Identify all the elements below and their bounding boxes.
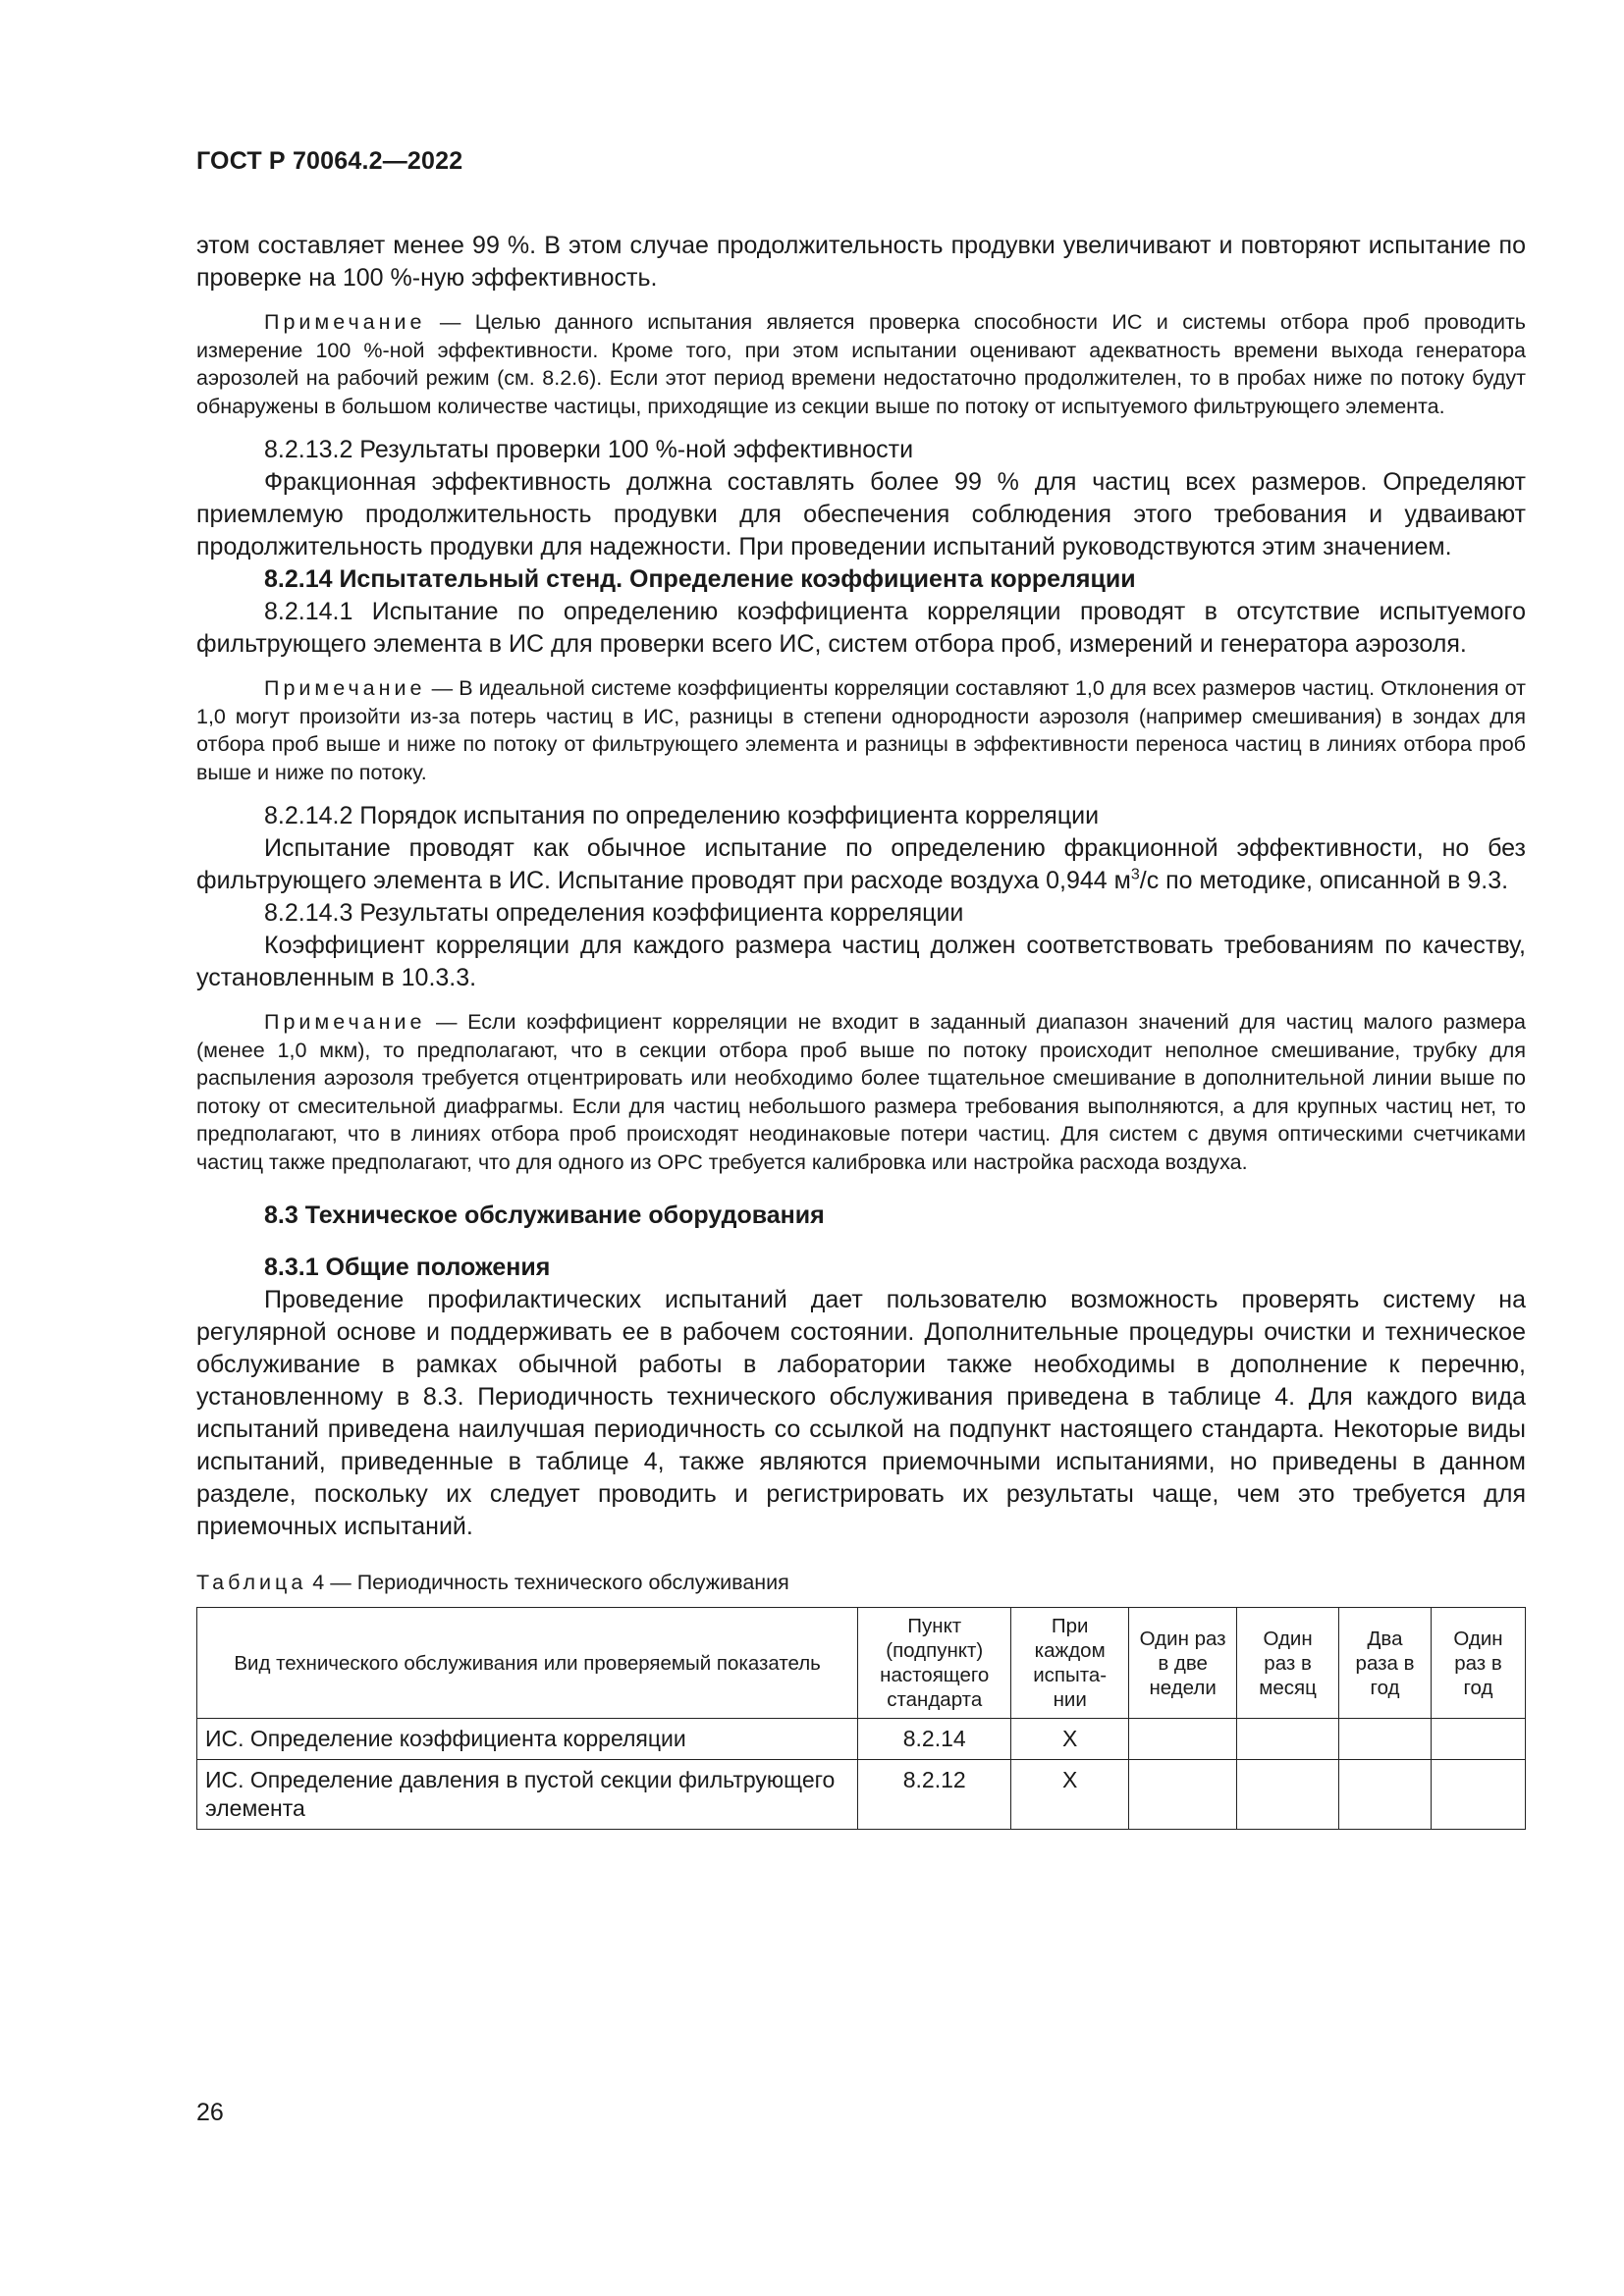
maintenance-table [196, 1607, 1526, 1830]
table-cell: 8.2.12 [858, 1760, 1011, 1830]
page-number: 26 [196, 2099, 224, 2126]
table-row [197, 1760, 1526, 1830]
table-row [197, 1719, 1526, 1760]
table-cell [1129, 1760, 1237, 1830]
section-8-2-13-2-text: Фракционная эффективность должна составлять более 99 % для частиц всех размеров. Определяют приемлемую продолжительность продувки для обеспечения соблюдения этого требования и удваивают продолжительность продувки для надежности. При проведении испытаний руководствуются этим значением. [196, 468, 1526, 561]
section-8-3-1-text: Проведение профилактических испытаний дает пользователю возможность проверять систему на регулярной основе и поддерживать ее в рабочем состоянии. Дополнительные процедуры очистки и техническое обслуживание в рамках обычной работы в лаборатории также необходимы в дополнение к перечню, установленному в 8.3. Периодичность технического обслуживания приведена в таблице 4. Для каждого вида испытаний приведена наилучшая периодичность со ссылкой на подпункт настоящего стандарта. Некоторые виды испытаний, приведенные в таблице 4, также являются приемочными испытаниями, но приведены в данном разделе, поскольку их следует проводить и регистрировать их результаты чаще, чем это требуется для приемочных испытаний. [196, 1286, 1526, 1540]
section-8-2-14-2-text [196, 832, 1526, 897]
section-8-2-14-2-title: 8.2.14.2 Порядок испытания по определению коэффициента корреляции [264, 802, 1100, 829]
table-cell [1237, 1760, 1339, 1830]
header-cell: Один раз в год [1432, 1608, 1526, 1719]
table-caption [196, 1571, 1526, 1595]
table-cell: 8.2.14 [858, 1719, 1011, 1760]
note-label: Примечание [264, 1010, 426, 1034]
header-cell: Один раз в две недели [1129, 1608, 1237, 1719]
table-cell [1432, 1719, 1526, 1760]
section-8-2-14-3-title: 8.2.14.3 Результаты определения коэффициента корреляции [264, 899, 964, 927]
note-label: Примечание [264, 310, 426, 334]
text-part: /с по методике, описанной в 9.3. [1139, 867, 1509, 894]
table-cell: X [1011, 1719, 1129, 1760]
note-1 [196, 308, 1526, 420]
note-3 [196, 1008, 1526, 1176]
header-cell: При каждом испыта-нии [1011, 1608, 1129, 1719]
header-cell: Один раз в месяц [1237, 1608, 1339, 1719]
header-cell: Два раза в год [1339, 1608, 1432, 1719]
table-cell: ИС. Определение коэффициента корреляции [197, 1719, 858, 1760]
section-8-3-1-title: 8.3.1 Общие положения [264, 1254, 551, 1281]
section-8-3-title: 8.3 Техническое обслуживание оборудования [264, 1201, 825, 1229]
table-cell [1339, 1719, 1432, 1760]
note-text: — В идеальной системе коэффициенты корреляции составляют 1,0 для всех размеров частиц. Отклонения от 1,0 могут произойти из-за потерь частиц в ИС, разницы в степени однородности аэрозоля (например смешивания) в зондах для отбора проб выше и ниже по потоку от фильтрующего элемента и разницы в эффективности переноса частиц в линиях отбора проб выше и ниже по потоку. [196, 676, 1526, 784]
section-8-2-14-title: 8.2.14 Испытательный стенд. Определение коэффициента корреляции [264, 565, 1136, 593]
paragraph-continuation: этом составляет менее 99 %. В этом случае продолжительность продувки увеличивают и повторяют испытание по проверке на 100 %-ную эффективность. [196, 232, 1526, 292]
section-8-2-14-3-text: Коэффициент корреляции для каждого размера частиц должен соответствовать требованиям по качеству, установленным в 10.3.3. [196, 932, 1526, 991]
table-cell [1129, 1719, 1237, 1760]
table-cell [1432, 1760, 1526, 1830]
header-cell: Пункт (подпункт) настоящего стандарта [858, 1608, 1011, 1719]
table-cell: ИС. Определение давления в пустой секции фильтрующего элемента [197, 1760, 858, 1830]
table-cell [1237, 1719, 1339, 1760]
text-part: Испытание проводят как обычное испытание по определению фракционной эффективности, но без фильтрующего элемента в ИС. Испытание проводят при расходе воздуха 0,944 м [196, 834, 1526, 894]
table-cell [1339, 1760, 1432, 1830]
note-label: Примечание [264, 676, 426, 700]
document-header: ГОСТ Р 70064.2—2022 [196, 147, 463, 175]
section-8-2-13-2-title: 8.2.13.2 Результаты проверки 100 %-ной эффективности [264, 436, 914, 463]
table-header-row [197, 1608, 1526, 1719]
section-8-2-14-1-text: 8.2.14.1 Испытание по определению коэффициента корреляции проводят в отсутствие испытуемого фильтрующего элемента в ИС для проверки всего ИС, систем отбора проб, измерений и генератора аэрозоля. [196, 598, 1526, 658]
table-cell: X [1011, 1760, 1129, 1830]
note-2 [196, 674, 1526, 786]
note-text: — Целью данного испытания является проверка способности ИС и системы отбора проб проводить измерение 100 %-ной эффективности. Кроме того, при этом испытании оценивают адекватность времени выхода генератора аэрозолей на рабочий режим (см. 8.2.6). Если этот период времени недостаточно продолжителен, то в пробах ниже по потоку будут обнаружены в большом количестве частицы, приходящие из секции выше по потоку от испытуемого фильтрующего элемента. [196, 310, 1526, 418]
note-text: — Если коэффициент корреляции не входит в заданный диапазон значений для частиц малого размера (менее 1,0 мкм), то предполагают, что в секции отбора проб выше по потоку происходит неполное смешивание, трубку для распыления аэрозоля требуется отцентрировать или необходимо более тщательное смешивание в дополнительной линии выше по потоку от смесительной диафрагмы. Если для частиц небольшого размера требования выполняются, а для крупных частиц нет, то предполагают, что в линиях отбора проб происходят неодинаковые потери частиц. Для систем с двумя оптическими счетчиками частиц также предполагают, что для одного из ОРС требуется калибровка или настройка расхода воздуха. [196, 1010, 1526, 1174]
superscript: 3 [1130, 866, 1140, 883]
header-cell: Вид технического обслуживания или проверяемый показатель [197, 1608, 858, 1719]
caption-label: Таблица [196, 1571, 307, 1594]
document-page [196, 137, 1526, 1830]
caption-text: 4 — Периодичность технического обслуживания [306, 1571, 789, 1594]
